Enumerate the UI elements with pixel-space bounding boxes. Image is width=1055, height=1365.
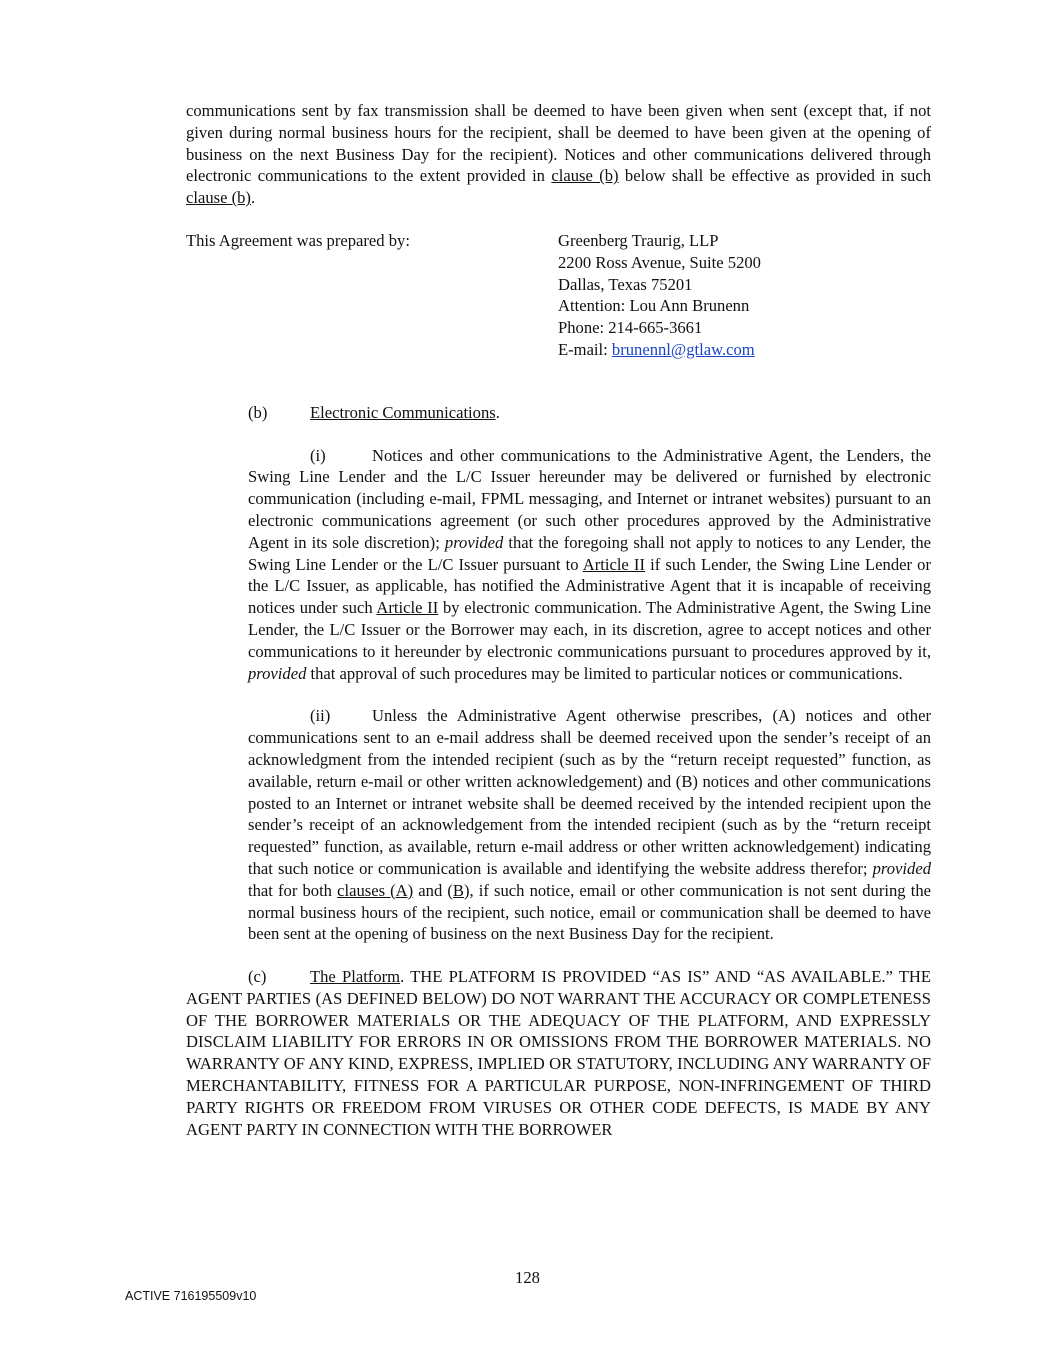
clause-b-reference: clause (b) — [186, 188, 251, 208]
section-c-number: (c) — [248, 967, 267, 987]
clauses-a-reference: clauses (A) — [337, 880, 414, 900]
firm-name: Greenberg Traurig, LLP — [558, 230, 719, 250]
document-id: ACTIVE 716195509v10 — [125, 1289, 257, 1303]
subsection-ii: (ii) Unless the Administrative Agent otherwise prescribes, (A) notices and other communications sent to an e-mail address shall be deemed received upon the sender’s receipt of an acknowledgment from the intended recipient (such as by the “return receipt requested” function, as available, return e-mail or other written acknowledgement) and (B) notices and other communications posted to an Internet or intranet website shall be deemed received by the intended recipient upon the sender’s receipt of an acknowledgement from the intended recipient (such as by the “return receipt requested” function, as available, return e-mail address or other written acknowledgement) indicating that such notice or communication is available and identifying the website address therefor; provided that for both clauses (A) and (B), if such notice, email or other communication is not sent during the normal business hours of the recipient, such notice, email or communication shall be deemed to have been sent at the opening of business on the next Business Day for the recipient. — [248, 706, 931, 944]
preparer-address — [558, 230, 761, 361]
section-b — [248, 402, 931, 945]
article-ii-reference: Article II — [582, 554, 645, 574]
subsection-ii-number: (ii) — [310, 706, 331, 726]
address-line-1: 2200 Ross Avenue, Suite 5200 — [558, 252, 761, 272]
address-line-2: Dallas, Texas 75201 — [558, 274, 693, 294]
section-b-heading: (b) Electronic Communications. — [248, 402, 500, 422]
clause-b-letter: B — [452, 880, 464, 900]
clause-b-reference: clause (b) — [551, 166, 619, 186]
article-ii-reference: Article II — [376, 598, 439, 618]
email-link[interactable]: brunennl@gtlaw.com — [611, 339, 755, 359]
section-b-title: Electronic Communications — [310, 402, 496, 422]
prepared-by-label: This Agreement was prepared by: — [186, 230, 410, 250]
page-number: 128 — [515, 1268, 540, 1287]
subsection-i-number: (i) — [310, 445, 326, 465]
attention-line: Attention: Lou Ann Brunenn — [558, 296, 750, 316]
prepared-by-block — [186, 230, 931, 361]
section-c: (c) The Platform. THE PLATFORM IS PROVIDED “AS IS” AND “AS AVAILABLE.” THE AGENT PARTIES (AS DEFINED BELOW) DO NOT WARRANT THE ACCURACY OR COMPLETENESS OF THE BORROWER MATERIALS OR THE ADEQUACY OF THE PLATFORM, AND EXPRESSLY DISCLAIM LIABILITY FOR ERRORS IN OR OMISSIONS FROM THE BORROWER MATERIALS. NO WARRANTY OF ANY KIND, EXPRESS, IMPLIED OR STATUTORY, INCLUDING ANY WARRANTY OF MERCHANTABILITY, FITNESS FOR A PARTICULAR PURPOSE, NON-INFRINGEMENT OF THIRD PARTY RIGHTS OR FREEDOM FROM VIRUSES OR OTHER CODE DEFECTS, IS MADE BY ANY AGENT PARTY IN CONNECTION WITH THE BORROWER — [186, 967, 931, 1139]
paragraph-a-continuation: communications sent by fax transmission shall be deemed to have been given when sent (except that, if not given during normal business hours for the recipient, shall be deemed to have been given at the opening of business on the next Business Day for the recipient). Notices and other communications delivered through electronic communications to the extent provided in clause (b) below shall be effective as provided in such clause (b). — [186, 101, 931, 208]
section-b-number: (b) — [248, 402, 268, 422]
phone-line: Phone: 214-665-3661 — [558, 318, 703, 338]
section-c-title: The Platform — [310, 967, 401, 987]
document-page — [186, 100, 931, 1140]
email-line: E-mail: brunennl@gtlaw.com — [558, 339, 755, 359]
subsection-i: (i) Notices and other communications to the Administrative Agent, the Lenders, the Swing Line Lender and the L/C Issuer hereunder may be delivered or furnished by electronic communication (including e-mail, FPML messaging, and Internet or intranet websites) pursuant to an electronic communications agreement (or such other procedures approved by the Administrative Agent in its sole discretion); provided that the foregoing shall not apply to notices to any Lender, the Swing Line Lender or the L/C Issuer pursuant to Article II if such Lender, the Swing Line Lender or the L/C Issuer, as applicable, has notified the Administrative Agent that it is incapable of receiving notices under such Article II by electronic communication. The Administrative Agent, the Swing Line Lender, the L/C Issuer or the Borrower may each, in its discretion, agree to accept notices and other communications to it hereunder by electronic communications pursuant to procedures approved by it, provided that approval of such procedures may be limited to particular notices or communications. — [248, 445, 931, 683]
